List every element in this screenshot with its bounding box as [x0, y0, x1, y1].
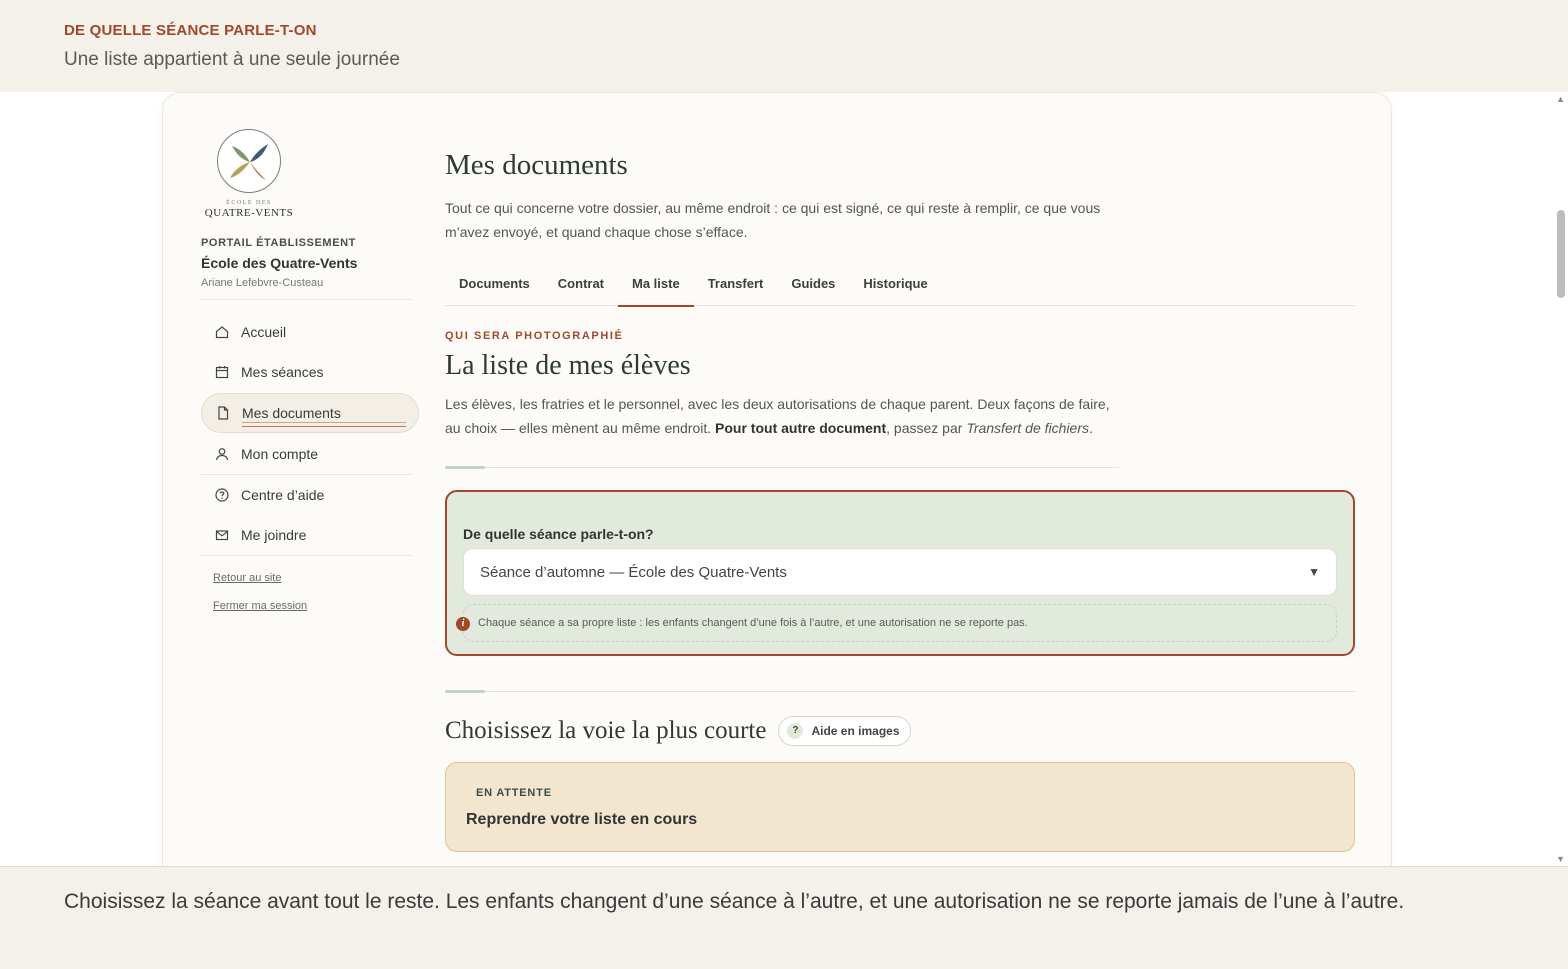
- pending-status-badge: EN ATTENTE: [476, 787, 552, 799]
- scrollbar-thumb[interactable]: [1557, 210, 1565, 298]
- mail-icon: [215, 528, 229, 542]
- bottom-caption: Choisissez la séance avant tout le reste. Les enfants changent d’une séance à l’autre, et une autorisation ne se reporte jamais de l’une à l’autre.: [64, 890, 1405, 913]
- tab-transfert[interactable]: Transfert: [707, 276, 764, 291]
- top-banner: [0, 0, 1568, 92]
- logo-small-text: ÉCOLE DES: [226, 200, 272, 206]
- sidebar: [201, 129, 419, 612]
- logout-link[interactable]: Fermer ma session: [213, 600, 308, 612]
- section-body-text: , passez par: [886, 420, 967, 436]
- help-images-label: Aide en images: [811, 724, 900, 738]
- choose-title: Choisissez la voie la plus courte: [445, 717, 767, 744]
- calendar-icon: [215, 365, 229, 379]
- sidebar-divider: [201, 299, 411, 300]
- main-content: [445, 149, 1355, 852]
- pending-title: Reprendre votre liste en cours: [466, 811, 698, 828]
- session-select[interactable]: [463, 548, 1337, 596]
- sidebar-item-me-joindre[interactable]: [201, 515, 419, 555]
- vertical-scrollbar[interactable]: [1552, 92, 1568, 866]
- transfer-reference: Transfert de fichiers: [966, 420, 1089, 436]
- active-underline: [242, 422, 406, 427]
- sidebar-item-mon-compte[interactable]: [201, 434, 419, 474]
- sidebar-item-label: Mon compte: [241, 446, 319, 462]
- session-select-value: Séance d’automne — École des Quatre-Vents: [480, 563, 787, 581]
- session-hint: [463, 604, 1337, 642]
- section-body-bold: Pour tout autre document: [715, 420, 887, 436]
- section-body: [445, 392, 1115, 440]
- tab-contrat[interactable]: Contrat: [557, 276, 605, 291]
- banner-subtitle: Une liste appartient à une seule journée: [64, 49, 400, 70]
- info-icon: i: [456, 617, 470, 631]
- session-hint-text: Chaque séance a sa propre liste : les enfants changent d’une fois à l’autre, et une autorisation ne se reporte pas.: [478, 617, 1028, 629]
- section-eyebrow: QUI SERA PHOTOGRAPHIÉ: [445, 330, 624, 342]
- section-title: La liste de mes élèves: [445, 350, 691, 381]
- section-body-text: .: [1088, 420, 1093, 436]
- school-logo[interactable]: [201, 129, 297, 219]
- tab-documents[interactable]: Documents: [459, 276, 530, 291]
- caret-down-icon: ▼: [1308, 565, 1320, 579]
- section-rule: [445, 466, 1355, 468]
- sidebar-item-label: Me joindre: [241, 527, 307, 543]
- tab-bar: [445, 272, 1355, 306]
- page-title: Mes documents: [445, 149, 628, 181]
- sidebar-divider: [201, 555, 411, 556]
- logo-name-text: QUATRE-VENTS: [204, 207, 294, 219]
- question-icon: ?: [787, 723, 803, 739]
- tab-guides[interactable]: Guides: [791, 276, 836, 291]
- page-intro: Tout ce qui concerne votre dossier, au même endroit : ce qui est signé, ce qui reste à remplir, ce que vous m’avez envoyé, et quand chaque chose s’efface.: [445, 200, 1101, 240]
- portal-label: PORTAIL ÉTABLISSEMENT: [201, 237, 356, 249]
- bottom-banner: [0, 866, 1568, 969]
- sidebar-item-label: Accueil: [241, 324, 287, 340]
- session-selector-panel: [445, 490, 1355, 656]
- banner-eyebrow: DE QUELLE SÉANCE PARLE-T-ON: [64, 22, 317, 39]
- user-name: Ariane Lefebvre-Custeau: [201, 277, 324, 289]
- session-label: De quelle séance parle-t-on?: [463, 526, 654, 542]
- scroll-up-arrow-icon[interactable]: ▲: [1556, 94, 1565, 104]
- browser-viewport: [0, 92, 1568, 866]
- tab-historique[interactable]: Historique: [863, 276, 928, 291]
- choose-path-header: [445, 716, 1355, 746]
- back-to-site-link[interactable]: Retour au site: [213, 572, 282, 584]
- user-icon: [215, 447, 229, 461]
- sidebar-item-label: Centre d’aide: [241, 487, 325, 503]
- sidebar-item-mes-documents[interactable]: [201, 393, 419, 433]
- help-circle-icon: [215, 488, 229, 502]
- sidebar-nav: [201, 312, 419, 612]
- section-body-text: Les élèves, les fratries et le personnel, avec les deux autorisations de chaque parent. Deux façons de faire, au choix — elles mènent au même endroit.: [445, 396, 1110, 436]
- sidebar-item-mes-seances[interactable]: [201, 352, 419, 392]
- pending-list-card[interactable]: [445, 762, 1355, 852]
- school-name: École des Quatre-Vents: [201, 255, 358, 271]
- sidebar-item-centre-aide[interactable]: [201, 475, 419, 515]
- help-images-button[interactable]: [778, 716, 910, 746]
- document-icon: [216, 406, 230, 420]
- sidebar-item-label: Mes documents: [242, 405, 341, 421]
- sidebar-item-accueil[interactable]: [201, 312, 419, 352]
- section-rule: [445, 690, 1355, 692]
- scroll-down-arrow-icon[interactable]: ▼: [1556, 854, 1565, 864]
- sidebar-item-label: Mes séances: [241, 364, 324, 380]
- portal-card: [162, 92, 1392, 866]
- home-icon: [215, 325, 229, 339]
- logo-emblem-icon: [217, 129, 281, 193]
- tab-ma-liste[interactable]: Ma liste: [618, 272, 694, 306]
